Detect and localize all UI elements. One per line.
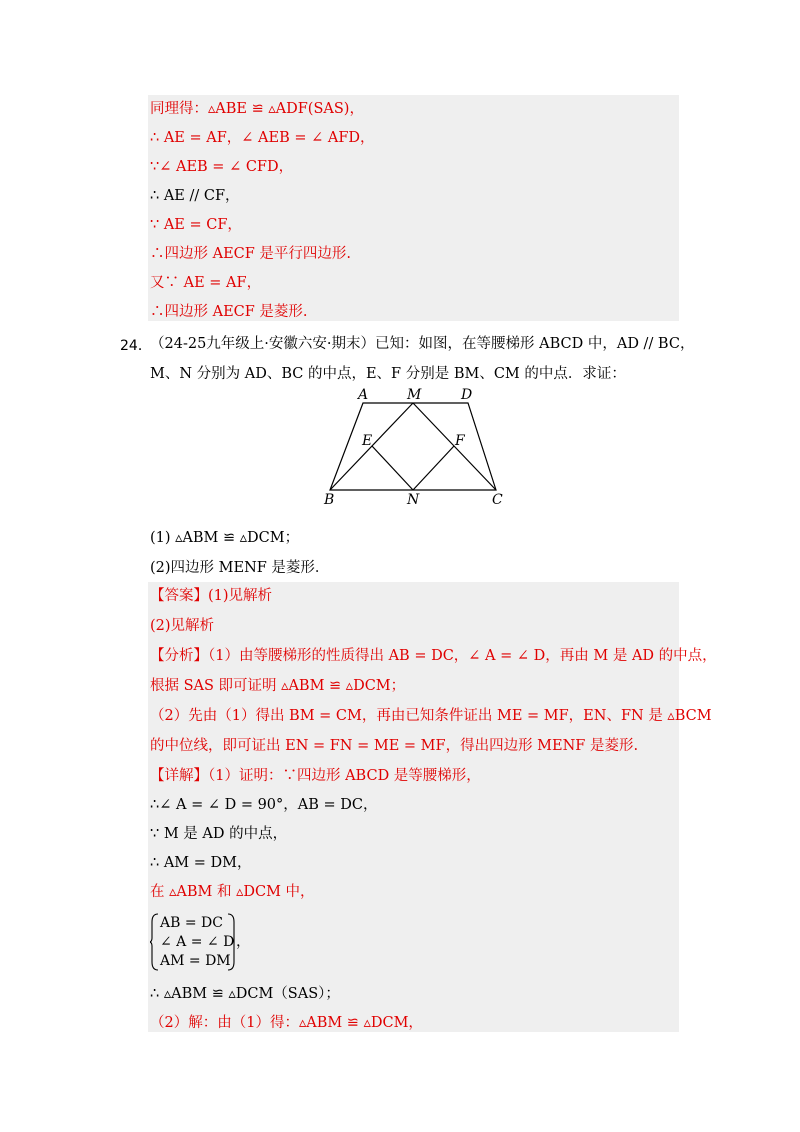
label-E: E [362,433,373,449]
detail-line-3: ∵ M 是 AD 的中点， [150,826,288,842]
system-tail: ， [236,934,251,950]
detail-line-4: ∴ AM = DM， [150,855,252,871]
label-A: A [358,388,369,403]
question-part-1: (1) ▵ABM ≌ ▵DCM； [150,530,300,546]
top-line-7: 又∵ AE = AF， [150,275,262,291]
question-number: 24． [120,338,152,354]
answer-line-1: 【答案】(1)见解析 [150,588,273,604]
label-N: N [407,492,420,506]
question-line-1: （24-25九年级上·安徽六安·期末）已知：如图，在等腰梯形 ABCD 中，AD // BC， [150,336,695,352]
question-part-2: (2)四边形 MENF 是菱形． [150,560,330,576]
detail-line-5: 在 ▵ABM 和 ▵DCM 中， [150,884,315,900]
detail-line-6: ∴ ▵ABM ≌ ▵DCM（SAS）； [150,986,340,1002]
label-M: M [407,388,422,403]
top-line-6: ∴四边形 AECF 是平行四边形. [150,246,352,262]
label-B: B [324,492,335,506]
label-F: F [455,433,465,449]
trapezoid-figure [318,388,518,506]
segment-EN [372,446,413,490]
segment-FN [413,446,454,490]
label-D: D [461,388,473,403]
analysis-line-1: 【分析】（1）由等腰梯形的性质得出 AB = DC，∠ A = ∠ D，再由 M 是 AD 的中点， [150,648,717,664]
detail-line-2: ∴∠ A = ∠ D = 90°，AB = DC， [150,797,378,813]
top-line-1: 同理得：▵ABE ≌ ▵ADF(SAS)， [150,101,364,117]
system-eq-1: AB = DC [160,915,223,931]
detail-line-1: 【详解】（1）证明：∵四边形 ABCD 是等腰梯形， [150,768,481,784]
analysis-line-2: 根据 SAS 即可证明 ▵ABM ≌ ▵DCM； [150,678,406,694]
top-line-8: ∴四边形 AECF 是菱形. [150,304,308,320]
label-C: C [492,492,503,506]
top-line-3: ∵∠ AEB = ∠ CFD， [150,159,294,175]
system-eq-2: ∠ A = ∠ D [160,934,235,950]
trapezoid-outline [330,403,496,490]
top-line-4: ∴ AE // CF， [150,188,240,204]
detail-line-7: （2）解：由（1）得：▵ABM ≌ ▵DCM， [150,1015,423,1031]
top-line-2: ∴ AE = AF，∠ AEB = ∠ AFD， [150,130,375,146]
analysis-line-3: （2）先由（1）得出 BM = CM，再由已知条件证出 ME = MF，EN、FN 是 ▵BCM [150,708,712,724]
analysis-line-4: 的中位线，即可证出 EN = FN = ME = MF，得出四边形 MENF 是菱形. [150,738,639,754]
top-line-5: ∵ AE = CF， [150,217,242,233]
system-eq-3: AM = DM [160,953,231,969]
answer-line-2: (2)见解析 [150,618,215,634]
question-line-2: M、N 分别为 AD、BC 的中点，E、F 分别是 BM、CM 的中点．求证： [150,366,626,382]
